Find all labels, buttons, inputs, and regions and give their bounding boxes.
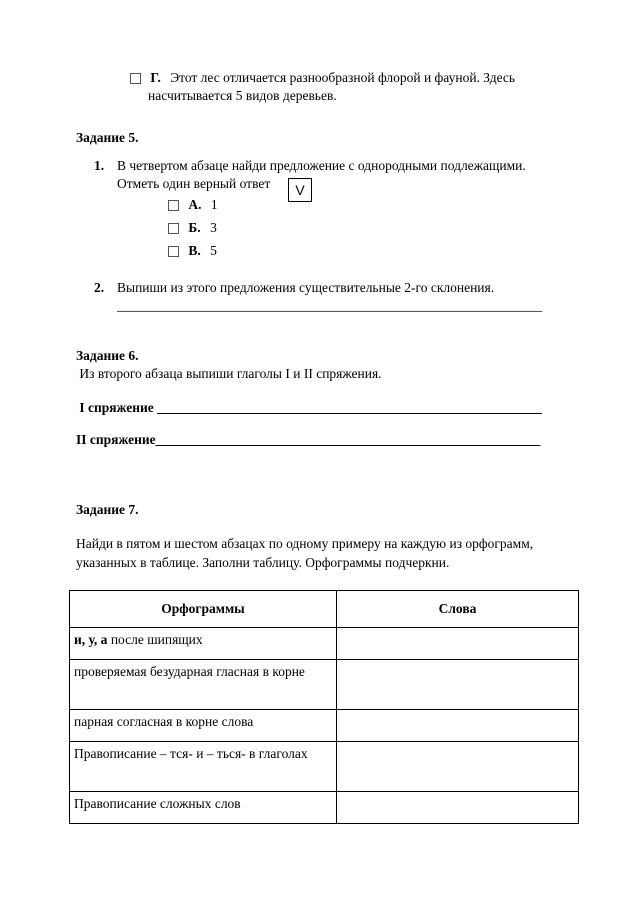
task5-q2-number: 2. [94,280,105,295]
option-c-letter: В. [188,243,201,258]
words-cell[interactable] [337,792,579,824]
option-b-value: 3 [210,220,217,235]
orthogram-table [69,590,579,824]
task5-option-b[interactable] [168,220,217,236]
table-row [70,792,579,824]
words-cell[interactable] [337,710,579,742]
table-row [70,742,579,792]
option-g-letter: Г. [150,70,161,85]
task7-heading: Задание 7. [76,502,139,517]
answer-mark-box[interactable]: V [288,178,312,202]
task5-q2-answer-line[interactable]: _______________________________________________________________ [117,298,543,313]
task5-heading: Задание 5. [76,130,139,145]
orthogram-cell [70,628,337,660]
task5-q1-line2: Отметь один верный ответ [117,176,271,191]
option-a-checkbox[interactable] [168,200,179,211]
orthogram-text: после шипящих [107,632,203,647]
conjugation-1-line[interactable]: I спряжение _________________________________________________________ [76,400,542,415]
header-orthograms: Орфограммы [70,591,337,628]
option-c-value: 5 [210,243,217,258]
option-g-line1 [130,70,515,86]
task6-text: Из второго абзаца выпиши глаголы I и II спряжения. [76,366,382,381]
orthogram-cell [70,742,337,792]
task5-q2-line1: Выпиши из этого предложения существительные 2-го склонения. [117,280,495,295]
option-a-value: 1 [210,197,218,212]
task5-option-a[interactable] [168,197,218,213]
task5-q1-line1: В четвертом абзаце найди предложение с однородными подлежащими. [117,158,526,173]
header-words: Слова [337,591,579,628]
orthogram-cell [70,660,337,710]
conjugation-2-line[interactable]: II спряжение_________________________________________________________ [76,432,541,447]
words-cell[interactable] [337,742,579,792]
option-c-checkbox[interactable] [168,246,179,257]
table-row [70,628,579,660]
orthogram-cell [70,792,337,824]
orthogram-bold: и, у, а [74,632,108,647]
option-b-letter: Б. [188,220,201,235]
option-g-checkbox[interactable] [130,73,141,84]
orthogram-text: Правописание сложных слов [74,796,241,811]
words-cell[interactable] [337,628,579,660]
option-g-text1: Этот лес отличается разнообразной флорой и фауной. Здесь [170,70,516,85]
option-a-letter: А. [188,197,202,212]
task5-q1-number: 1. [94,158,105,173]
orthogram-text: Правописание – тся- и – ться- в глаголах [74,746,308,761]
option-g-text2: насчитывается 5 видов деревьев. [148,88,337,103]
task5-option-c[interactable] [168,243,217,259]
table-row [70,710,579,742]
orthogram-text: парная согласная в корне слова [74,714,254,729]
orthogram-text: проверяемая безударная гласная в корне [74,664,305,679]
table-header-row [70,591,579,628]
task6-heading: Задание 6. [76,348,139,363]
words-cell[interactable] [337,660,579,710]
task7-line2: указанных в таблице. Заполни таблицу. Орфограммы подчеркни. [76,555,450,570]
table-row [70,660,579,710]
option-b-checkbox[interactable] [168,223,179,234]
orthogram-cell [70,710,337,742]
task7-line1: Найди в пятом и шестом абзацах по одному примеру на каждую из орфограмм, [76,536,534,551]
